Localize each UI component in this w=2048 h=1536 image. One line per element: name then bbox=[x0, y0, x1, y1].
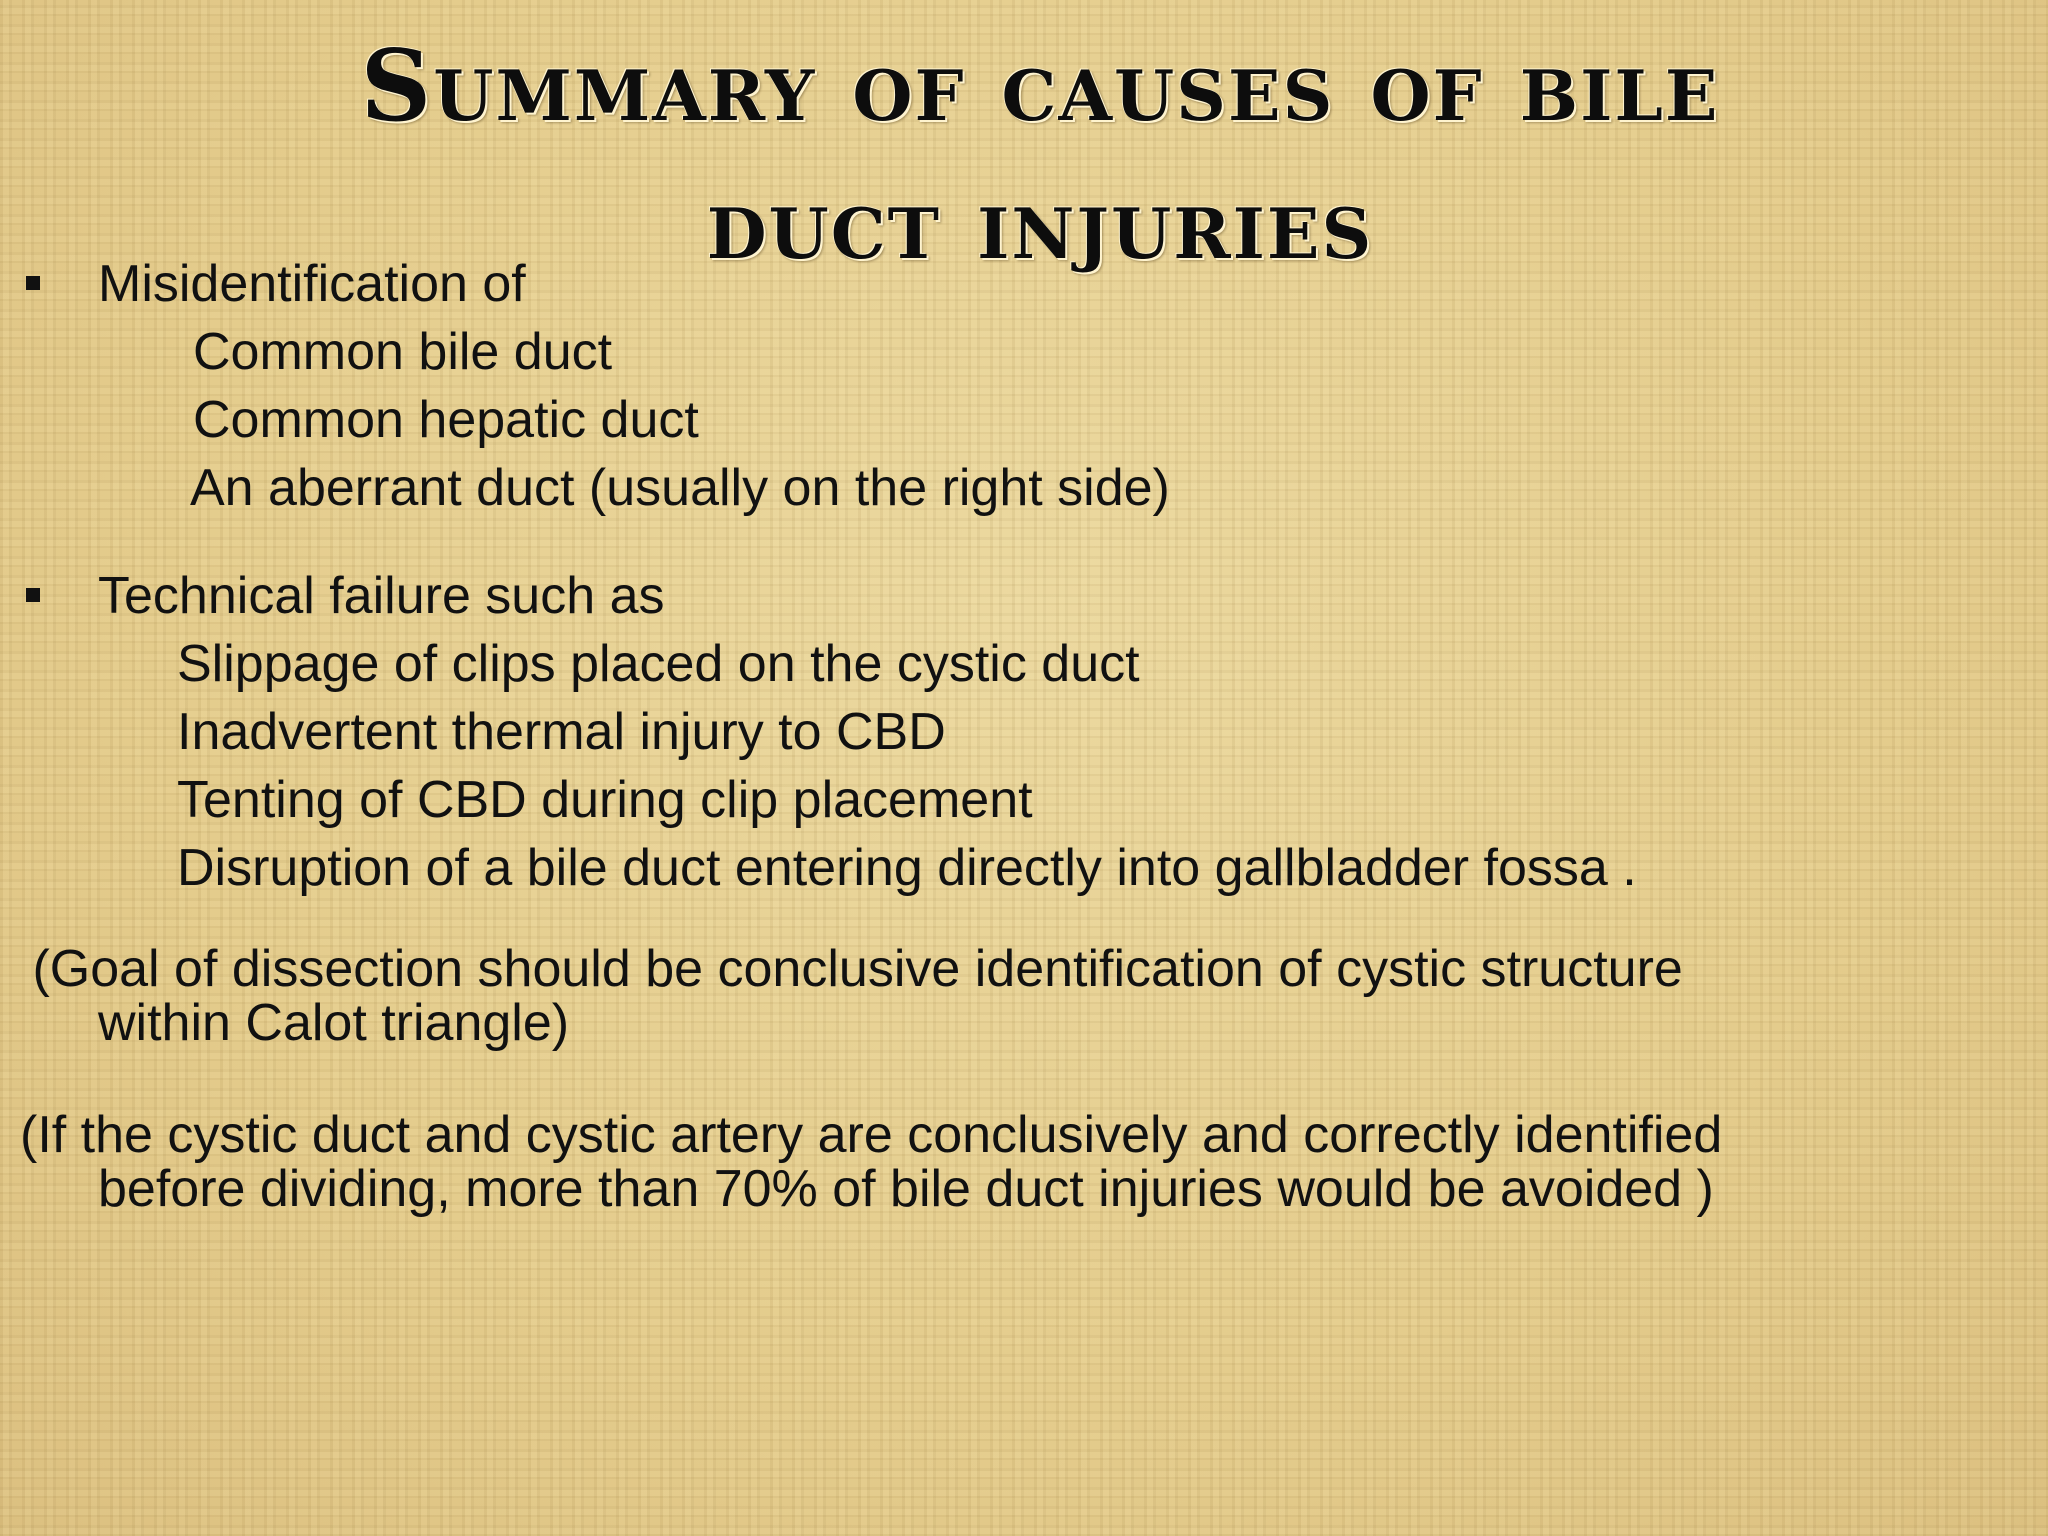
sub-item: Tenting of CBD during clip placement bbox=[177, 771, 1033, 829]
sub-item: Common bile duct bbox=[193, 323, 613, 381]
note-line-2: before dividing, more than 70% of bile duct injuries would be avoided ) bbox=[98, 1160, 1714, 1218]
note-line-1: (Goal of dissection should be conclusive identification of cystic structure bbox=[18, 940, 1683, 998]
note-line-2: within Calot triangle) bbox=[98, 994, 570, 1052]
sub-item: Common hepatic duct bbox=[193, 391, 699, 449]
bullet-heading: Misidentification of bbox=[98, 255, 526, 313]
slide-body bbox=[0, 250, 2048, 1216]
slide-title-line-2: duct injuries bbox=[706, 167, 1374, 282]
bullet-item-technical-failure bbox=[0, 562, 2048, 630]
note-goal-of-dissection bbox=[0, 942, 2048, 1050]
square-bullet-icon bbox=[26, 276, 40, 290]
note-seventy-percent bbox=[0, 1108, 2048, 1216]
sub-item: Inadvertent thermal injury to CBD bbox=[177, 703, 946, 761]
note-line-1: (If the cystic duct and cystic artery are conclusively and correctly identified bbox=[20, 1106, 1723, 1164]
slide-title-line-1: Summary of causes of bile bbox=[360, 29, 1720, 144]
square-bullet-icon bbox=[26, 588, 40, 602]
sub-item: An aberrant duct (usually on the right side) bbox=[190, 459, 1170, 517]
sub-item: Disruption of a bile duct entering directly into gallbladder fossa . bbox=[177, 839, 1637, 897]
sub-item: Slippage of clips placed on the cystic duct bbox=[177, 635, 1140, 693]
bullet-item-misidentification bbox=[0, 250, 2048, 318]
bullet-heading: Technical failure such as bbox=[98, 567, 665, 625]
